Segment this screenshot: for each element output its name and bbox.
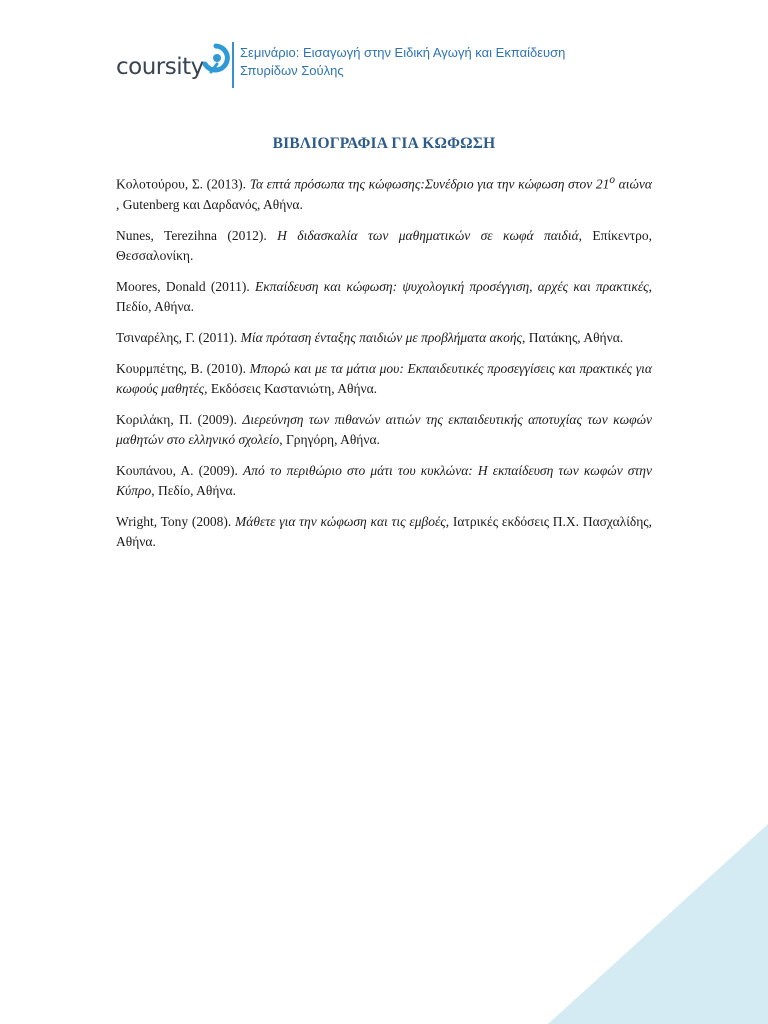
logo-text: coursity [116, 54, 204, 80]
instructor-name: Σπυρίδων Σούλης [240, 63, 344, 78]
reference-publisher: , Gutenberg και Δαρδανός, Αθήνα. [116, 196, 303, 212]
reference-title: Μπορώ και με τα μάτια μου: Εκπαιδευτικές προσεγγίσεις και πρακτικές για κωφούς μαθητές [116, 360, 652, 396]
reference-title: Μία πρόταση ένταξης παιδιών με προβλήματα ακοής [240, 329, 523, 345]
reference-title: Εκπαίδευση και κώφωση: ψυχολογική προσέγγιση, αρχές και πρακτικές [255, 278, 649, 294]
reference-author: Κουπάνου, Α. (2009). [116, 462, 244, 478]
reference-item [116, 170, 652, 215]
corner-decoration [548, 824, 768, 1024]
reference-author: Κολοτούρου, Σ. (2013). [116, 176, 250, 192]
reference-title-superscript: ο [609, 174, 616, 186]
reference-item [116, 328, 652, 348]
reference-publisher: , Πατάκης, Αθήνα. [522, 329, 624, 345]
reference-publisher: , Εκδόσεις Καστανιώτη, Αθήνα. [204, 380, 378, 396]
reference-publisher: , Ιατρικές εκδόσεις Π.Χ. Πασχαλίδης, Αθήνα. [116, 513, 653, 549]
reference-title: Τα επτά πρόσωπα της κώφωσης:Συνέδριο για την κώφωση στον 21 [249, 176, 610, 192]
reference-author: Moores, Donald (2011). [116, 278, 256, 294]
header-text [240, 44, 680, 80]
coursity-logo [116, 42, 231, 86]
reference-title-suffix: αιώνα [615, 176, 652, 192]
reference-title: Μάθετε για την κώφωση και τις εμβοές [235, 513, 446, 529]
reference-author: Τσιναρέλης, Γ. (2011). [116, 329, 241, 345]
reference-publisher: , Πεδίο, Αθήνα. [116, 278, 653, 314]
page-title: ΒΙΒΛΙΟΓΡΑΦΙΑ ΓΙΑ ΚΩΦΩΣΗ [272, 135, 496, 152]
reference-list [116, 170, 652, 563]
reference-author: Nunes, Terezihna (2012). [116, 227, 278, 243]
reference-author: Wright, Tony (2008). [116, 513, 236, 529]
reference-item [116, 359, 652, 399]
reference-author: Κουρμπέτης, Β. (2010). [116, 360, 250, 376]
reference-item [116, 226, 652, 266]
header-divider [232, 42, 234, 88]
reference-item [116, 410, 652, 450]
seminar-title: Σεμινάριο: Εισαγωγή στην Ειδική Αγωγή και Εκπαίδευση [240, 45, 566, 60]
reference-title: Η διδασκαλία των μαθηματικών σε κωφά παιδιά [277, 227, 579, 243]
reference-publisher: , Πεδίο, Αθήνα. [151, 482, 236, 498]
reference-item [116, 512, 652, 552]
reference-publisher: , Γρηγόρη, Αθήνα. [279, 431, 380, 447]
reference-title: Από το περιθώριο στο μάτι του κυκλώνα: Η εκπαίδευση των κωφών στην Κύπρο [116, 462, 652, 498]
reference-publisher: , Επίκεντρο, Θεσσαλονίκη. [116, 227, 652, 263]
reference-item [116, 277, 652, 317]
reference-author: Κοριλάκη, Π. (2009). [116, 411, 243, 427]
logo-mark-icon [200, 42, 232, 80]
reference-item [116, 461, 652, 501]
reference-title: Διερεύνηση των πιθανών αιτιών της εκπαιδευτικής αποτυχίας των κωφών μαθητών στο ελληνικό σχολείο [116, 411, 652, 447]
